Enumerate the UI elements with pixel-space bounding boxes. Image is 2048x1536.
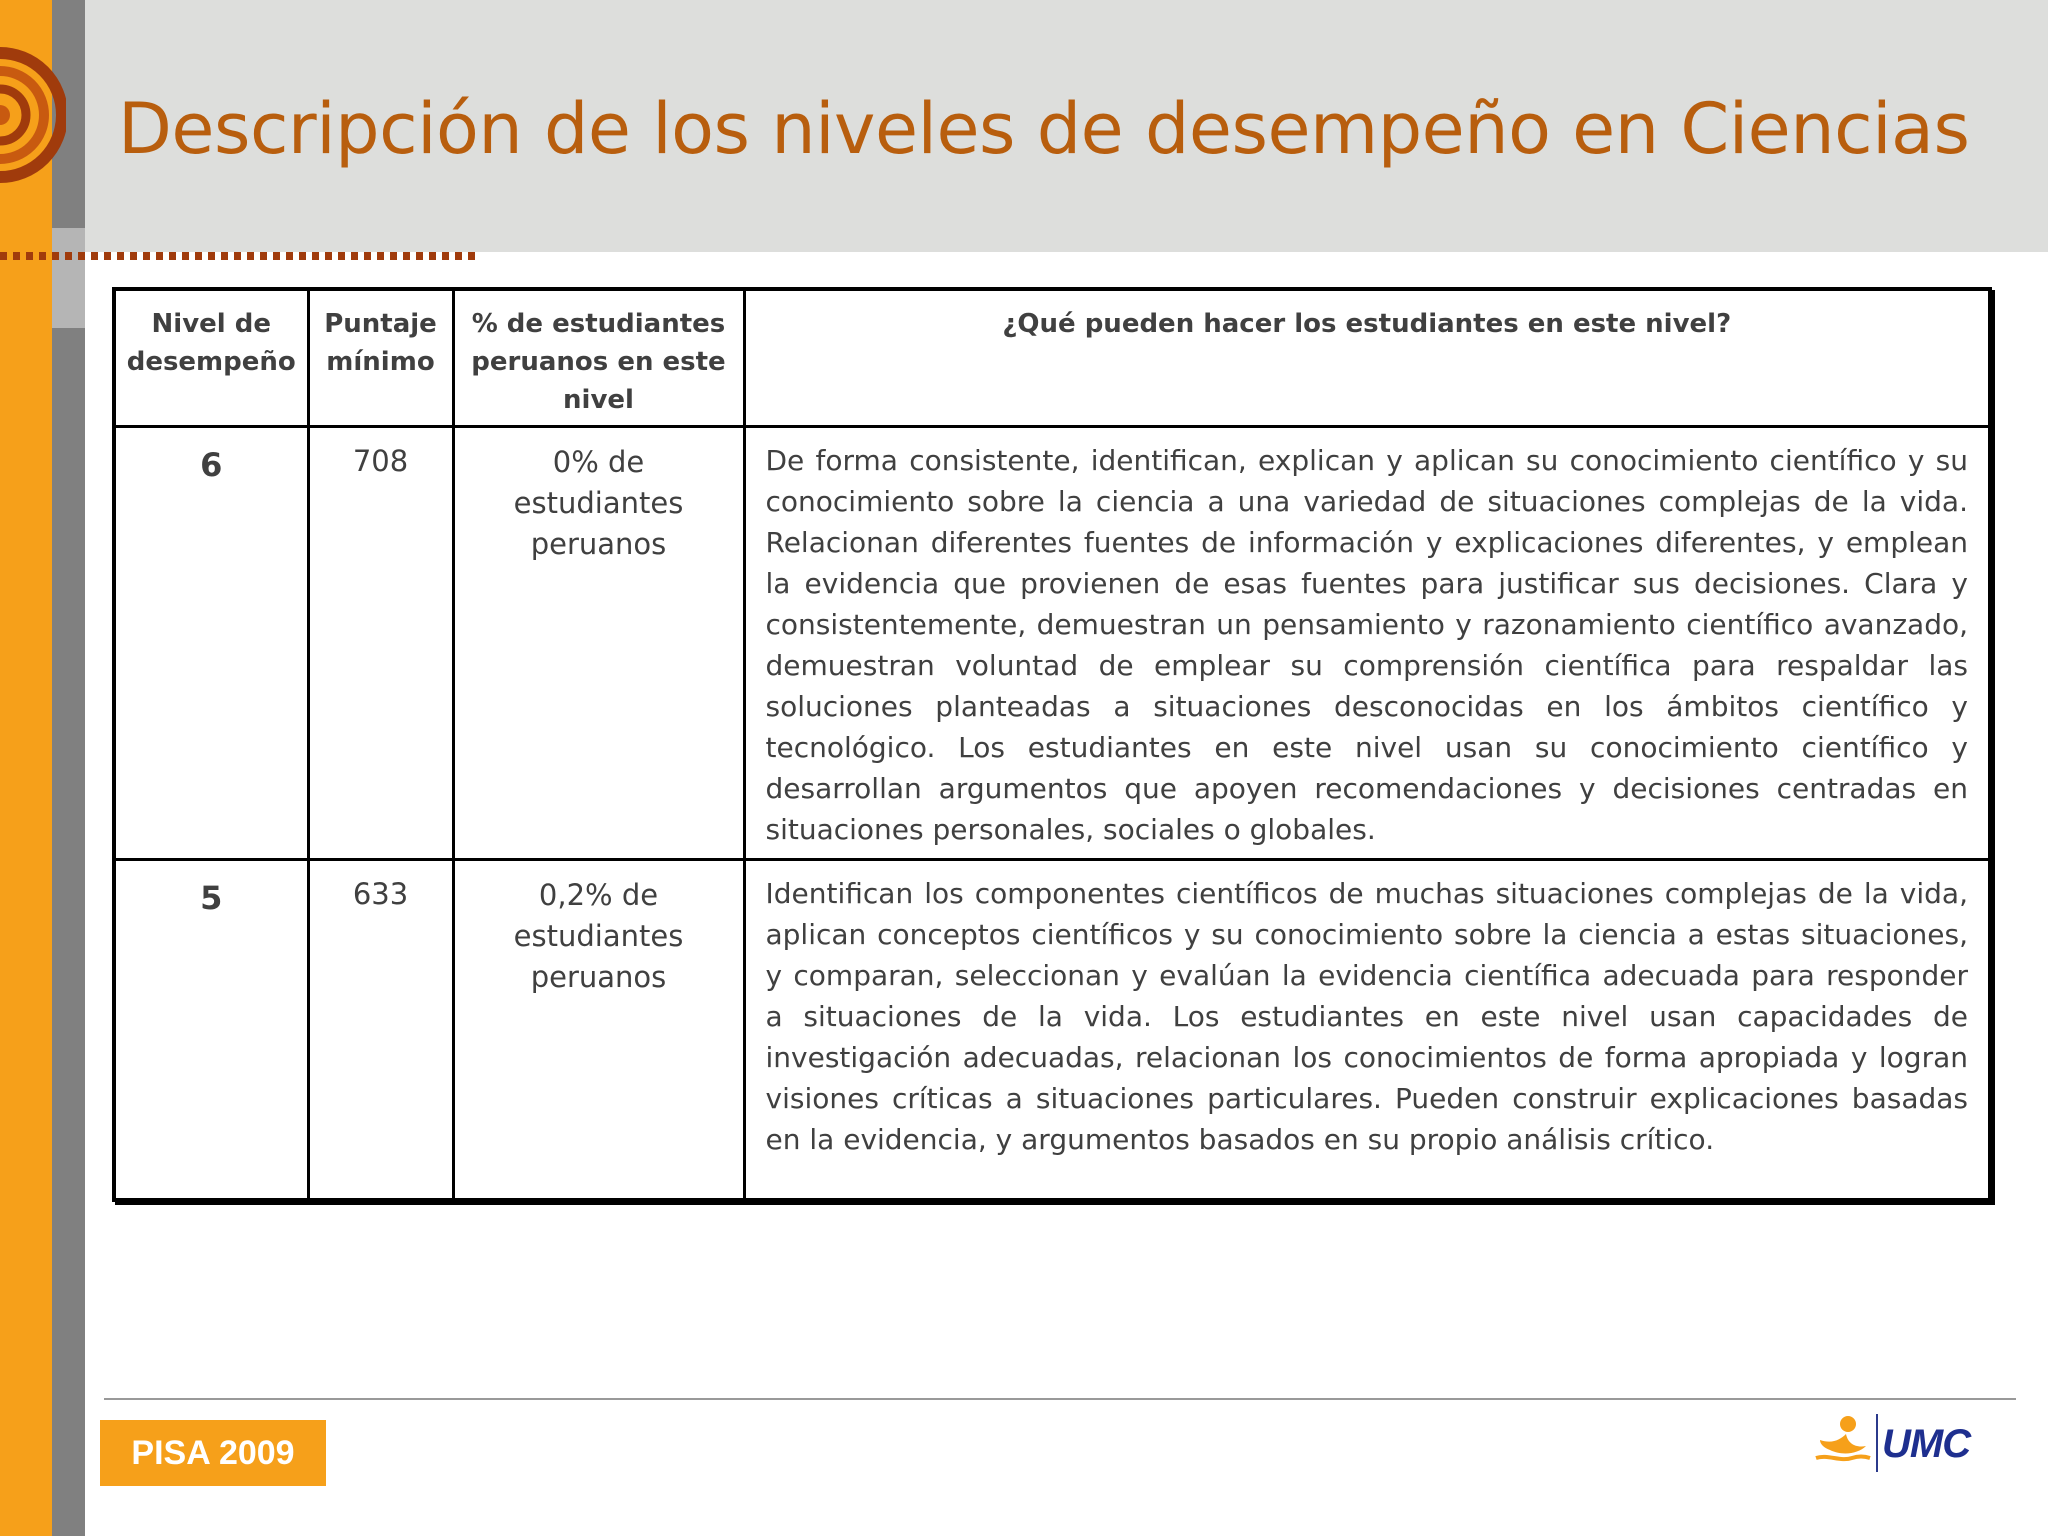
header-level: Nivel de desempeño xyxy=(114,289,308,427)
footer-divider xyxy=(104,1398,2016,1400)
header-description: ¿Qué pueden hacer los estudiantes en este nivel? xyxy=(744,289,1990,427)
description-cell: Identifican los componentes científicos de muchas situaciones complejas de la vida, aplican conceptos científicos y su conocimiento sobre la ciencia a estas situaciones, y comparan, seleccionan y evalúan la evidencia científica adecuada para responder a situaciones de la vida. Los estudiantes en este nivel usan capacidades de investigación adecuadas, relacionan los conocimientos de forma apropiada y logran visiones críticas a situaciones particulares. Pueden construir explicaciones basadas en la evidencia, y argumentos basados en su propio análisis crítico. xyxy=(744,860,1990,1201)
table-row xyxy=(114,860,1990,1201)
header-percent: % de estudiantes peruanos en este nivel xyxy=(453,289,744,427)
level-cell: 5 xyxy=(114,860,308,1201)
left-accent-bar xyxy=(0,0,52,1536)
page-title: Descripción de los niveles de desempeño en Ciencias xyxy=(118,88,1970,170)
person-figure-icon xyxy=(1812,1410,1872,1470)
performance-levels-table xyxy=(112,287,1992,1202)
spiral-swirl-icon xyxy=(0,40,66,190)
footer-badge: PISA 2009 xyxy=(100,1420,326,1486)
logo-separator xyxy=(1876,1414,1878,1472)
left-gray-bar-highlight xyxy=(52,228,85,328)
description-cell: De forma consistente, identifican, explican y aplican su conocimiento científico y su conocimiento sobre la ciencia a una variedad de situaciones complejas de la vida. Relacionan diferentes fuentes de información y explicaciones diferentes, y emplean la evidencia que provienen de esas fuentes para justificar sus decisiones. Clara y consistentemente, demuestran un pensamiento y razonamiento científico avanzado, demuestran voluntad de emplear su comprensión científica para respaldar las soluciones planteadas a situaciones desconocidas en los ámbitos científico y tecnológico. Los estudiantes en este nivel usan su conocimiento científico y desarrollan argumentos que apoyen recomendaciones y decisiones centradas en situaciones personales, sociales o globales. xyxy=(744,427,1990,860)
min-score-cell: 708 xyxy=(308,427,453,860)
table-row xyxy=(114,427,1990,860)
percent-cell: 0% de estudiantes peruanos xyxy=(453,427,744,860)
umc-logo xyxy=(1812,1410,1972,1478)
min-score-cell: 633 xyxy=(308,860,453,1201)
dotted-divider xyxy=(0,252,480,260)
umc-logo-text: UMC xyxy=(1882,1422,1971,1466)
header-min-score: Puntaje mínimo xyxy=(308,289,453,427)
level-cell: 6 xyxy=(114,427,308,860)
percent-cell: 0,2% de estudiantes peruanos xyxy=(453,860,744,1201)
table-header-row xyxy=(114,289,1990,427)
